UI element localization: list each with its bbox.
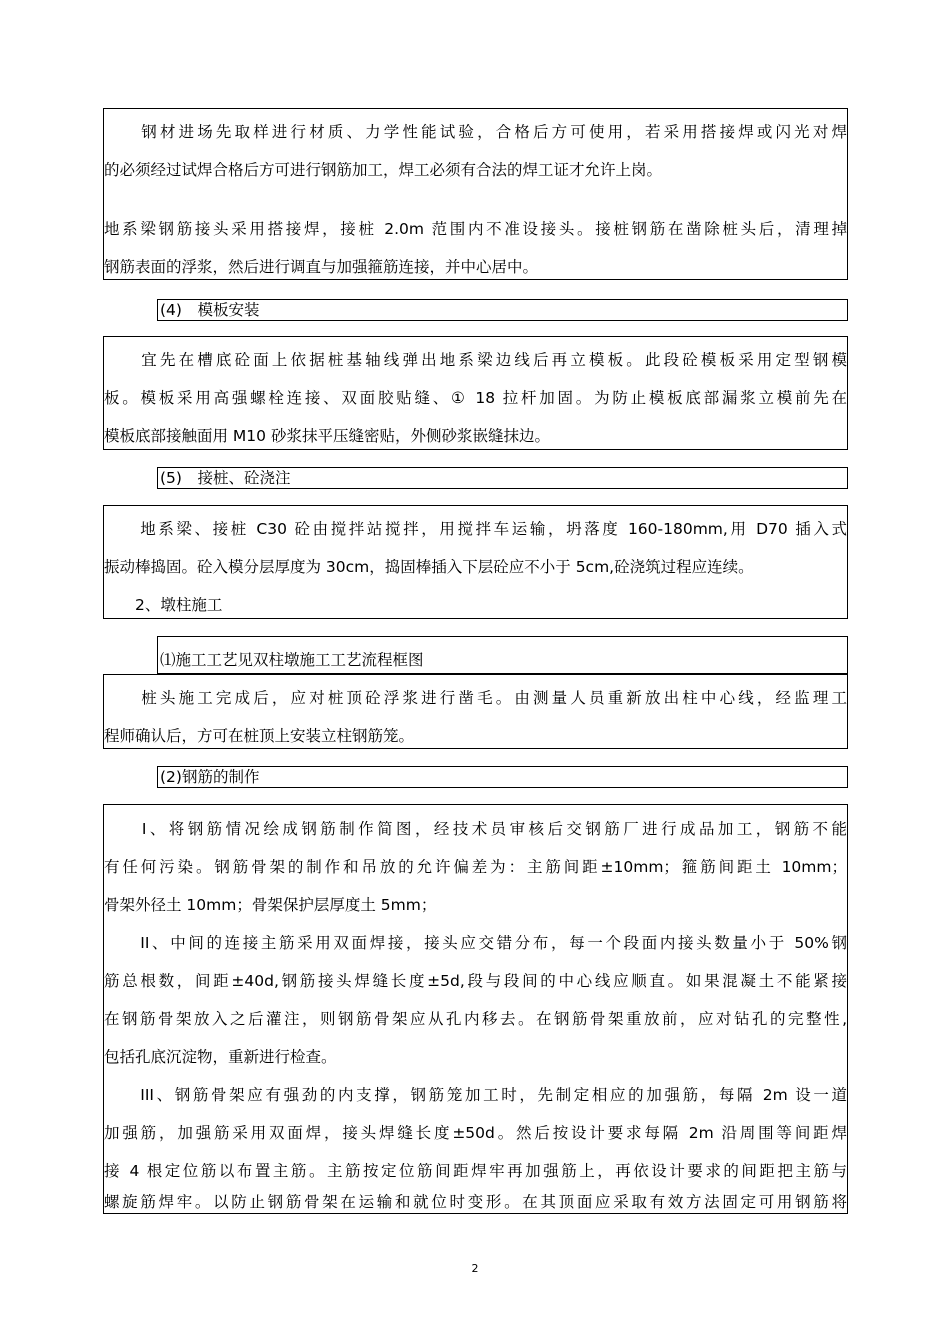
text-block-rebar-material: [103, 108, 848, 280]
paragraph-line: 筋总根数，间距±40d,钢筋接头焊缝长度±5d,段与段间的中心线应顺直。如果混凝土不能紧接: [104, 972, 847, 990]
paragraph-line: 在钢筋骨架放入之后灌注，则钢筋骨架应从孔内移去。在钢筋骨架重放前，应对钻孔的完整性,: [104, 1010, 847, 1028]
section-heading-process-flow: ⑴施工工艺见双柱墩施工工艺流程框图: [157, 636, 848, 674]
paragraph-line: 的必须经过试焊合格后方可进行钢筋加工，焊工必须有合法的焊工证才允许上岗。: [104, 161, 663, 179]
page-number: 2: [471, 1262, 479, 1275]
paragraph-line: 钢筋表面的浮浆，然后进行调直与加强箍筋连接，并中心居中。: [104, 258, 539, 276]
section-heading-pile-concrete: (5) 接桩、砼浇注: [157, 467, 848, 489]
paragraph-line: 有任何污染。钢筋骨架的制作和吊放的允许偏差为：主筋间距±10mm；箍筋间距土 10mm；: [104, 858, 847, 876]
paragraph-line: 宜先在槽底砼面上依据桩基轴线弹出地系梁边线后再立模板。此段砼模板采用定型钢模: [104, 351, 847, 369]
paragraph-line: II、中间的连接主筋采用双面焊接，接头应交错分布，每一个段面内接头数量小于 50%钢: [104, 934, 847, 952]
paragraph-line: I、将钢筋情况绘成钢筋制作简图，经技术员审核后交钢筋厂进行成品加工，钢筋不能: [104, 820, 847, 838]
paragraph-line: 桩头施工完成后，应对桩顶砼浮浆进行凿毛。由测量人员重新放出柱中心线，经监理工: [104, 689, 847, 707]
paragraph-line: 地系梁、接桩 C30 砼由搅拌站搅拌，用搅拌车运输，坍落度 160-180mm,用 D70 插入式: [104, 520, 847, 538]
text-block-pile-head: [103, 674, 848, 749]
section-heading-formwork: (4) 模板安装: [157, 299, 848, 321]
paragraph-line: 包括孔底沉淀物，重新进行检查。: [104, 1048, 337, 1066]
paragraph-line: 骨架外径土 10mm；骨架保护层厚度土 5mm；: [104, 896, 437, 914]
text-block-concrete-pouring: [103, 505, 848, 619]
paragraph-line: 螺旋筋焊牢。以防止钢筋骨架在运输和就位时变形。在其顶面应采取有效方法固定可用钢筋将: [104, 1193, 847, 1211]
paragraph-line: 模板底部接触面用 M10 砂浆抹平压缝密贴，外侧砂浆嵌缝抹边。: [104, 427, 550, 445]
section-heading-rebar-fabrication: (2)钢筋的制作: [157, 766, 848, 788]
paragraph-line: 接 4 根定位筋以布置主筋。主筋按定位筋间距焊牢再加强筋上，再依设计要求的间距把主筋与: [104, 1162, 847, 1180]
paragraph-line: III、钢筋骨架应有强劲的内支撑，钢筋笼加工时，先制定相应的加强筋，每隔 2m 设一道: [104, 1086, 847, 1104]
paragraph-line: 振动棒捣固。砼入模分层厚度为 30cm，捣固棒插入下层砼应不小于 5cm,砼浇筑过程应连续。: [104, 558, 754, 576]
section-heading-pier-column: 2、墩柱施工: [104, 596, 223, 614]
text-block-rebar-fabrication: [103, 804, 848, 1214]
text-block-formwork: [103, 336, 848, 450]
paragraph-line: 板。模板采用高强螺栓连接、双面胶贴缝、① 18 拉杆加固。为防止模板底部漏浆立模前先在: [104, 389, 847, 407]
paragraph-line: 钢材进场先取样进行材质、力学性能试验，合格后方可使用，若采用搭接焊或闪光对焊: [104, 123, 847, 141]
paragraph-line: 加强筋，加强筋采用双面焊，接头焊缝长度±50d。然后按设计要求每隔 2m 沿周围等间距焊: [104, 1124, 847, 1142]
paragraph-line: 程师确认后，方可在桩顶上安装立柱钢筋笼。: [104, 727, 415, 745]
paragraph-line: 地系梁钢筋接头采用搭接焊，接桩 2.0m 范围内不准设接头。接桩钢筋在凿除桩头后，清理掉: [104, 220, 847, 238]
